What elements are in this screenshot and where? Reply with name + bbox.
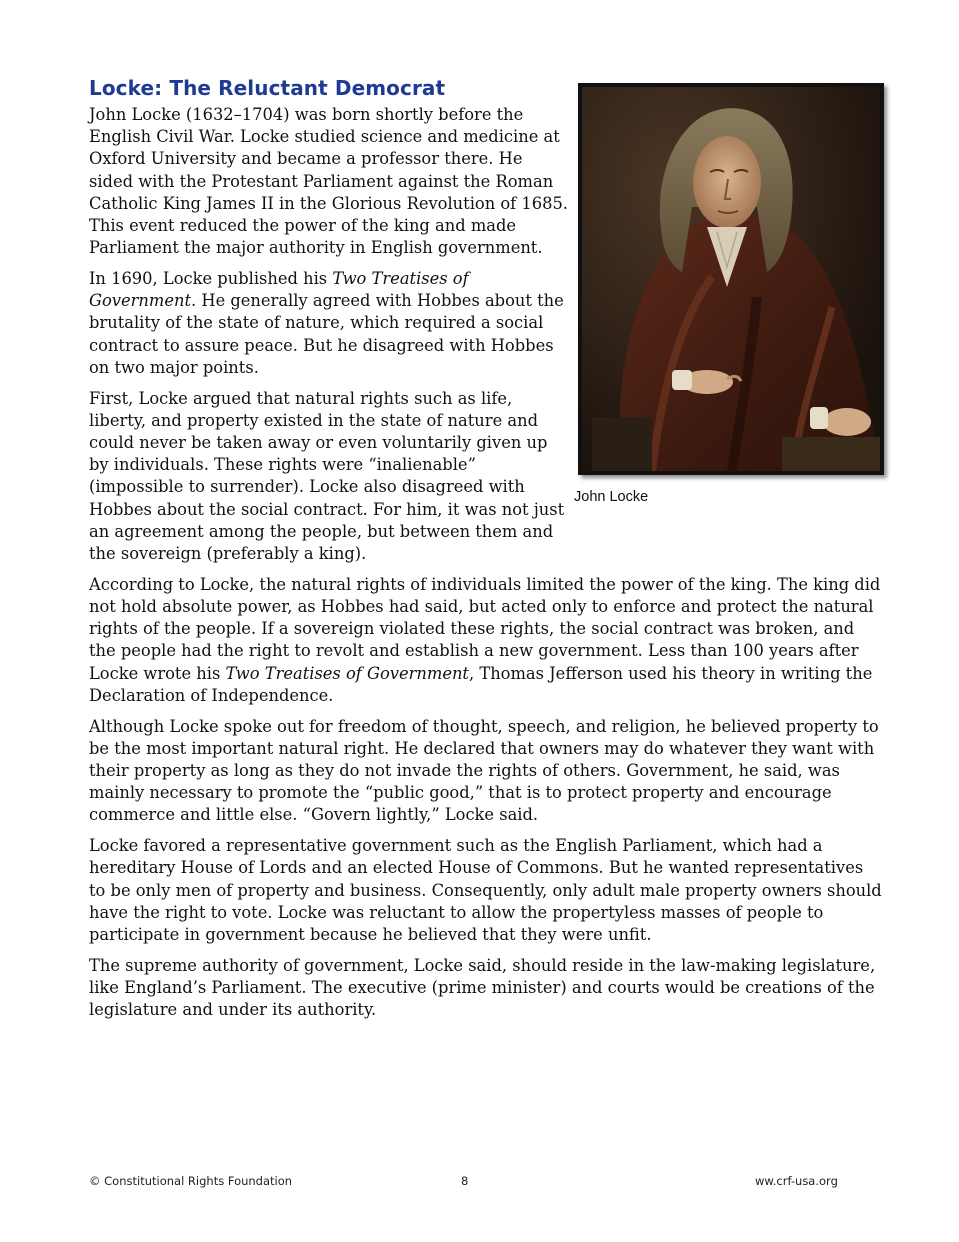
paragraph-4 xyxy=(89,574,884,707)
john-locke-portrait-image xyxy=(582,87,880,471)
paragraph-1: John Locke (1632–1704) was born shortly before the English Civil War. Locke studied science and medicine at Oxford University and became a professor there. He sided with the Protestant Parliament against the Roman Catholic King James II in the Glorious Revolution of 1685. This event reduced the power of the king and made Parliament the major authority in English government. xyxy=(89,105,568,258)
footer-page-number: 8 xyxy=(461,1174,469,1188)
paragraph-7: The supreme authority of government, Locke said, should reside in the law-making legislature, like England’s Parliament. The executive (prime minister) and courts would be creations of the legislature and under its authority. xyxy=(89,955,876,1020)
footer-copyright: © Constitutional Rights Foundation xyxy=(89,1174,293,1188)
paragraph-2-text-b: . He generally agreed with Hobbes about the brutality of the state of nature, which required a social contract to assure peace. But he disagreed with Hobbes on two major points. xyxy=(89,291,564,377)
paragraph-3: First, Locke argued that natural rights such as life, liberty, and property existed in the state of nature and could never be taken away or even voluntarily given up by individuals. These rights were “inalienable” (impossible to surrender). Locke also disagreed with Hobbes about the social contract. For him, it was not just an agreement among the people, but between them and the sovereign (preferably a king). xyxy=(89,388,565,564)
paragraph-6: Locke favored a representative government such as the English Parliament, which had a hereditary House of Lords and an elected House of Commons. But he wanted representatives to be only men of property and business. Consequently, only adult male property owners should have the right to vote. Locke was reluctant to allow the propertyless masses of people to participate in government because he believed that they were unfit. xyxy=(89,836,882,945)
book-title: Two Treatises of Government xyxy=(225,663,469,683)
paragraph-5: Although Locke spoke out for freedom of thought, speech, and religion, he believed property to be the most important natural right. He declared that owners may do whatever they want with their property as long as they do not invade the rights of others. Government, he said, was mainly necessary to promote the “public good,” that is to protect property and encourage commerce and little else. “Govern lightly,” Locke said. xyxy=(89,716,879,825)
page-title: Locke: The Reluctant Democrat xyxy=(89,76,446,100)
portrait-figure xyxy=(574,83,884,540)
portrait-frame xyxy=(578,83,884,475)
paragraph-2-text-a: In 1690, Locke published his xyxy=(89,269,333,289)
portrait-caption: John Locke xyxy=(574,489,649,505)
footer-website: ww.crf-usa.org xyxy=(755,1174,838,1188)
book-title: Two Treatises of Government xyxy=(89,269,469,311)
paragraph-4-text-b: , Thomas Jefferson used his theory in writing the Declaration of Independence. xyxy=(89,663,873,705)
paragraph-4-text-a: According to Locke, the natural rights of individuals limited the power of the king. The king did not hold absolute power, as Hobbes had said, but acted only to enforce and protect the natural rights of the people. If a sovereign violated these rights, the social contract was broken, and the people had the right to revolt and establish a new government. Less than 100 years after Locke wrote his xyxy=(89,574,881,683)
article-body xyxy=(89,104,884,1030)
